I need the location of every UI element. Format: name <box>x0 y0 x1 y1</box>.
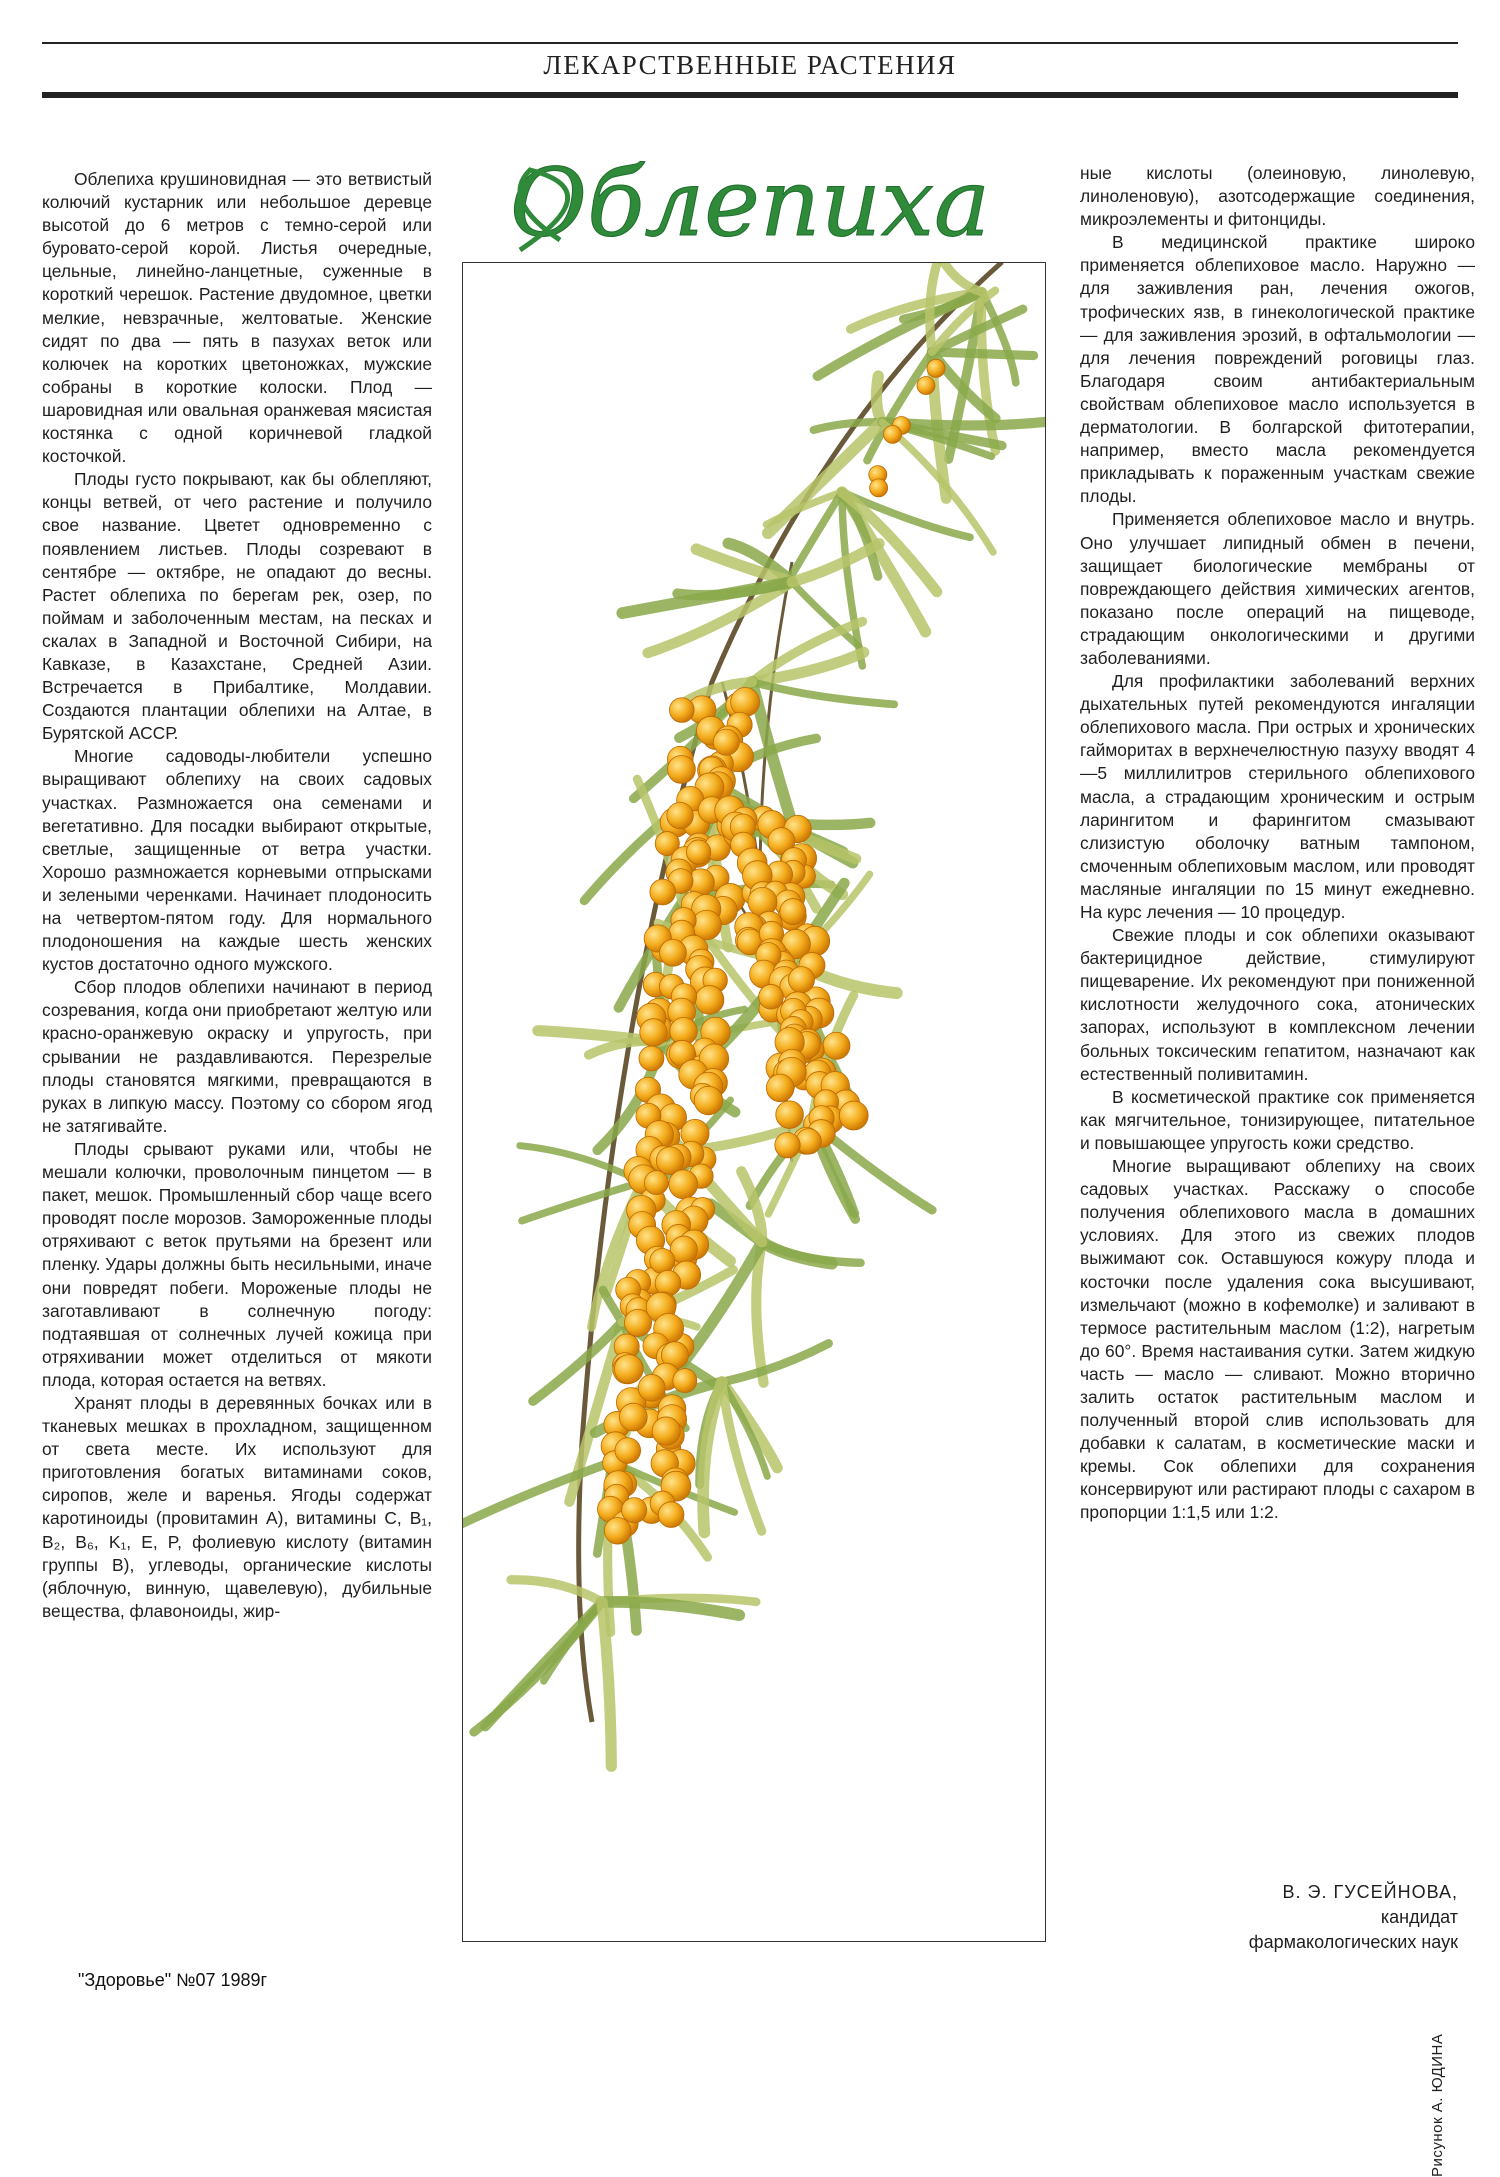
author-name: В. Э. ГУСЕЙНОВА, <box>1249 1880 1458 1905</box>
paragraph: ные кислоты (олеиновую, линолевую, линоленовую), азотсодержащие соединения, микроэлементы и фитонциды. <box>1080 162 1475 231</box>
paragraph: Многие выращивают облепиху на своих садовых участках. Расскажу о способе получения облепихового масла в домашних условиях. Для этого из свежих плодов выжимают сок. Оставшуюся кожуру плода и косточки после удаления сока высушивают, измельчают (можно в кофемолке) и заливают в термосе растительным маслом (1:2), нагретым до 60°. Время настаивания сутки. Затем жидкую часть — масло — сливают. Можно вторично залить остаток растительным маслом и полученный второй слив использовать для добавки к салатам, в косметические маски и кремы. Сок облепихи для сохранения консервируют или растирают плоды с сахаром в пропорции 1:1,5 или 1:2. <box>1080 1155 1475 1525</box>
illustration-credit: Рисунок А. ЮДИНА <box>1429 2034 1446 2177</box>
right-column <box>1080 162 1475 1525</box>
sea-buckthorn-illustration <box>462 262 1046 1942</box>
paragraph: В косметической практике сок применяется как мягчительное, тонизирующее, питательное и повышающее упругость кожи средство. <box>1080 1086 1475 1155</box>
author-title-line1: кандидат <box>1249 1905 1458 1930</box>
header-rule-top <box>42 42 1458 44</box>
paragraph: В медицинской практике широко применяется облепиховое масло. Наружно — для заживления ран, лечения ожогов, трофических язв, в гинекологической практике — для заживления эрозий, в офтальмологии — для лечения повреждений роговицы глаз. Благодаря своим антибактериальным свойствам облепиховое масло используется в дерматологии. В болгарской фитотерапии, например, вместо масла рекомендуется прикладывать к пораженным участкам свежие плоды. <box>1080 231 1475 508</box>
paragraph: Многие садоводы-любители успешно выращивают облепиху на своих садовых участках. Размножается она семенами и вегетативно. Для посадки выбирают открытые, светлые, защищенные от ветра участки. Хорошо размножается корневыми отпрысками и зелеными черенками. Начинает плодоносить на четвертом-пятом году. Для нормального плодоношения на каждые шесть женских кустов достаточно одного мужского. <box>42 745 432 976</box>
illustration-frame <box>462 262 1046 1942</box>
paragraph: Для профилактики заболеваний верхних дыхательных путей рекомендуются ингаляции облепихового масла. При острых и хронических гайморитах в верхнечелюстную пазуху вводят 4—5 миллилитров стерильного облепихового масла, а страдающим хроническим и острым ларингитом и фарингитом смазывают слизистую оболочку ватным тампоном, смоченным облепиховым маслом, или проводят масляные ингаляции по 15 минут ежедневно. На курс лечения — 10 процедур. <box>1080 670 1475 924</box>
article-title <box>490 130 1010 270</box>
paragraph: Свежие плоды и сок облепихи оказывают бактерицидное действие, стимулируют пищеварение. Их рекомендуют при пониженной кислотности желудочного сока, атонических запорах, используют в комплексном лечении больных токсическим гепатитом, назначают как естественный поливитамин. <box>1080 924 1475 1086</box>
article-title-text: Облепиха <box>510 149 990 258</box>
author-title-line2: фармакологических наук <box>1249 1930 1458 1955</box>
paragraph: Хранят плоды в деревянных бочках или в тканевых мешках в прохладном, защищенном от света месте. Их используют для приготовления богатых витаминами соков, сиропов, желе и варенья. Ягоды содержат каротиноиды (провитамин А), витамины С, B₁, B₂, B₆, K₁, E, P, фолиевую кислоту (витамин группы В), углеводы, органические кислоты (яблочную, винную, щавелевую), дубильные вещества, флавоноиды, жир- <box>42 1392 432 1623</box>
paragraph: Облепиха крушиновидная — это ветвистый колючий кустарник или небольшое деревце высотой до 6 метров с темно-серой или буровато-серой корой. Листья очередные, цельные, линейно-ланцетные, суженные в короткий черешок. Растение двудомное, цветки мелкие, невзрачные, желтоватые. Женские сидят по два — пять в пазухах веток или колючек на коротких цветоножках, мужские собраны в короткие колоски. Плод — шаровидная или овальная оранжевая мясистая костянка с одной коричневой гладкой косточкой. <box>42 168 432 468</box>
source-footer: "Здоровье" №07 1989г <box>78 1970 267 1991</box>
section-title: ЛЕКАРСТВЕННЫЕ РАСТЕНИЯ <box>0 50 1500 81</box>
paragraph: Применяется облепиховое масло и внутрь. Оно улучшает липидный обмен в печени, защищает биологические мембраны от повреждающего действия химических агентов, показано после операций на пищеводе, страдающим онкологическими и другими заболеваниями. <box>1080 508 1475 670</box>
paragraph: Плоды густо покрывают, как бы облепляют, концы ветвей, от чего растение и получило свое название. Цветет одновременно с появлением листьев. Плоды созревают в сентябре — октябре, не опадают до весны. Растет облепиха по берегам рек, озер, по поймам и заболоченным местам, на песках и скалах в Западной и Восточной Сибири, на Кавказе, в Казахстане, Средней Азии. Встречается в Прибалтике, Молдавии. Создаются плантации облепихи на Алтае, в Бурятской АССР. <box>42 468 432 745</box>
paragraph: Сбор плодов облепихи начинают в период созревания, когда они приобретают желтую или красно-оранжевую окраску и упругость, при срывании не раздавливаются. Перезрелые плоды становятся мягкими, превращаются в руках в липкую массу. Поэтому со сбором ягод не затягивайте. <box>42 976 432 1138</box>
left-column <box>42 168 432 1623</box>
paragraph: Плоды срывают руками или, чтобы не мешали колючки, проволочным пинцетом — в пакет, мешок. Промышленный сбор чаще всего проводят после морозов. Замороженные плоды отряхивают с веток прутьями на брезент или пленку. Удары должны быть несильными, иначе они повредят побеги. Мороженые плоды не заготавливают в солнечную погоду: подтаявшая от солнечных лучей кожица при отряхивании может отделиться от мякоти плода, которая остается на ветвях. <box>42 1138 432 1392</box>
header-rule-bottom <box>42 92 1458 98</box>
author-block <box>1249 1880 1458 1955</box>
